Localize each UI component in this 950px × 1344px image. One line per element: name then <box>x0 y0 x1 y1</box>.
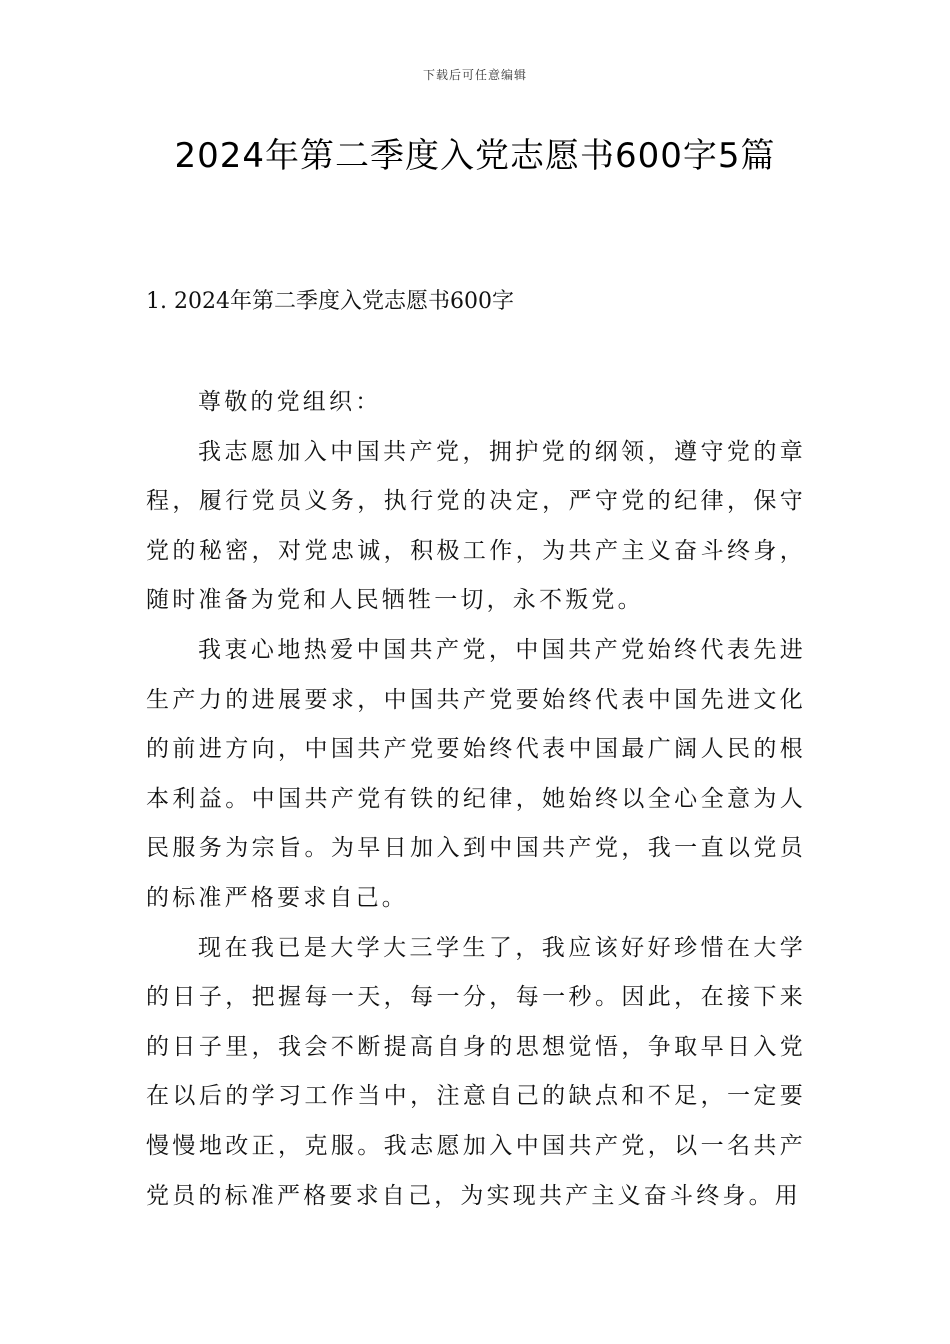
section-heading: 1. 2024年第二季度入党志愿书600字 <box>146 289 514 314</box>
paragraph-1: 我志愿加入中国共产党，拥护党的纲领，遵守党的章程，履行党员义务，执行党的决定，严守党的纪律，保守党的秘密，对党忠诚，积极工作，为共产主义奋斗终身，随时准备为党和人民牺牲一切，永不叛党。 <box>146 438 806 614</box>
salutation: 尊敬的党组织： <box>198 389 382 415</box>
paragraph-3: 现在我已是大学大三学生了，我应该好好珍惜在大学的日子，把握每一天，每一分，每一秒。因此，在接下来的日子里，我会不断提高自身的思想觉悟，争取早日入党在以后的学习工作当中，注意自己的缺点和不足，一定要慢慢地改正，克服。我志愿加入中国共产党，以一名共产党员的标准严格要求自己，为实现共产主义奋斗终身。用 <box>146 934 806 1209</box>
header-note: 下载后可任意编辑 <box>422 68 527 82</box>
letter-body <box>146 378 806 1221</box>
document-title: 2024年第二季度入党志愿书600字5篇 <box>174 136 776 176</box>
paragraph-2: 我衷心地热爱中国共产党，中国共产党始终代表先进生产力的进展要求，中国共产党要始终代表中国先进文化的前进方向，中国共产党要始终代表中国最广阔人民的根本利益。中国共产党有铁的纪律，她始终以全心全意为人民服务为宗旨。为早日加入到中国共产党，我一直以党员的标准严格要求自己。 <box>146 636 806 911</box>
